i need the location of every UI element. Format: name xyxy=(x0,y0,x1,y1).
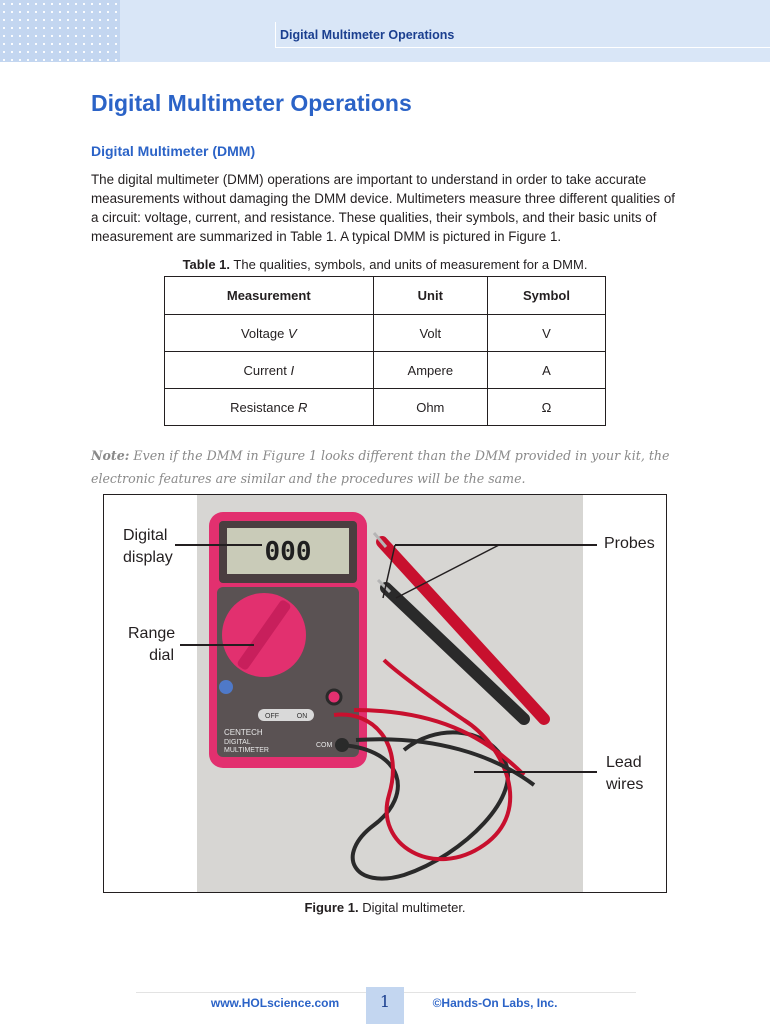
footer-copyright: ©Hands-On Labs, Inc. xyxy=(432,996,558,1010)
variable-symbol: I xyxy=(290,362,295,378)
measurement-cell: Current I xyxy=(165,352,374,389)
variable-symbol: R xyxy=(298,399,308,415)
footer-website-link[interactable]: www.HOLscience.com xyxy=(210,996,340,1010)
table-caption-label: Table 1. xyxy=(182,257,231,272)
header-decorative-tab xyxy=(0,0,120,62)
table-caption-text: The qualities, symbols, and units of measurement for a DMM. xyxy=(230,257,588,272)
table-row xyxy=(165,389,606,426)
note-label: Note: xyxy=(91,448,130,463)
lcd-reading: 000 xyxy=(264,537,312,567)
page-number: 1 xyxy=(366,987,404,1024)
label-range-dial: Range dial xyxy=(128,625,176,664)
column-header-symbol: Symbol xyxy=(488,277,606,315)
table-caption xyxy=(0,257,770,272)
label-lead-wires: Lead wires xyxy=(606,754,644,793)
com-jack-text: COM xyxy=(316,742,333,749)
table-row xyxy=(165,315,606,352)
figure-caption-label: Figure 1. xyxy=(304,900,359,915)
note-paragraph xyxy=(91,444,691,490)
variable-symbol: V xyxy=(287,325,297,341)
transistor-socket xyxy=(219,680,233,694)
figure-caption xyxy=(0,900,770,915)
symbol-cell: A xyxy=(488,352,606,389)
multimeter-illustration xyxy=(104,495,667,893)
symbol-cell: Ω xyxy=(488,389,606,426)
table-header-row xyxy=(165,277,606,315)
section-heading: Digital Multimeter (DMM) xyxy=(91,143,256,159)
measurement-cell: Voltage V xyxy=(165,315,374,352)
brand-text: CENTECH xyxy=(224,728,263,737)
input-jack[interactable] xyxy=(327,690,341,704)
switch-on-text: ON xyxy=(296,713,308,720)
page-title: Digital Multimeter Operations xyxy=(91,90,412,116)
measurement-cell: Resistance R xyxy=(165,389,374,426)
unit-cell: Volt xyxy=(373,315,487,352)
note-text: Even if the DMM in Figure 1 looks different than the DMM provided in your kit, the electronic features are similar and the procedures will be the same. xyxy=(91,448,670,486)
column-header-unit: Unit xyxy=(373,277,487,315)
symbol-cell: V xyxy=(488,315,606,352)
model-text-line-2: MULTIMETER xyxy=(224,747,269,754)
column-header-measurement: Measurement xyxy=(165,277,374,315)
model-text-line-1: DIGITAL xyxy=(224,739,251,746)
switch-off-text: OFF xyxy=(265,713,279,720)
label-digital-display: Digital display xyxy=(123,527,173,566)
intro-paragraph: The digital multimeter (DMM) operations are important to understand in order to take accurate measurements without damaging the DMM device. Multimeters measure three different qualities of a circuit: voltage, current, and resistance. These qualities, their symbols, and their basic units of measurement are summarized in Table 1. A typical DMM is pictured in Figure 1. xyxy=(91,172,676,244)
unit-cell: Ampere xyxy=(373,352,487,389)
running-header-title: Digital Multimeter Operations xyxy=(275,22,770,48)
measurement-table xyxy=(164,276,606,426)
figure-caption-text: Digital multimeter. xyxy=(358,900,466,915)
figure-frame xyxy=(103,494,667,893)
unit-cell: Ohm xyxy=(373,389,487,426)
table-row xyxy=(165,352,606,389)
label-probes: Probes xyxy=(604,535,655,552)
